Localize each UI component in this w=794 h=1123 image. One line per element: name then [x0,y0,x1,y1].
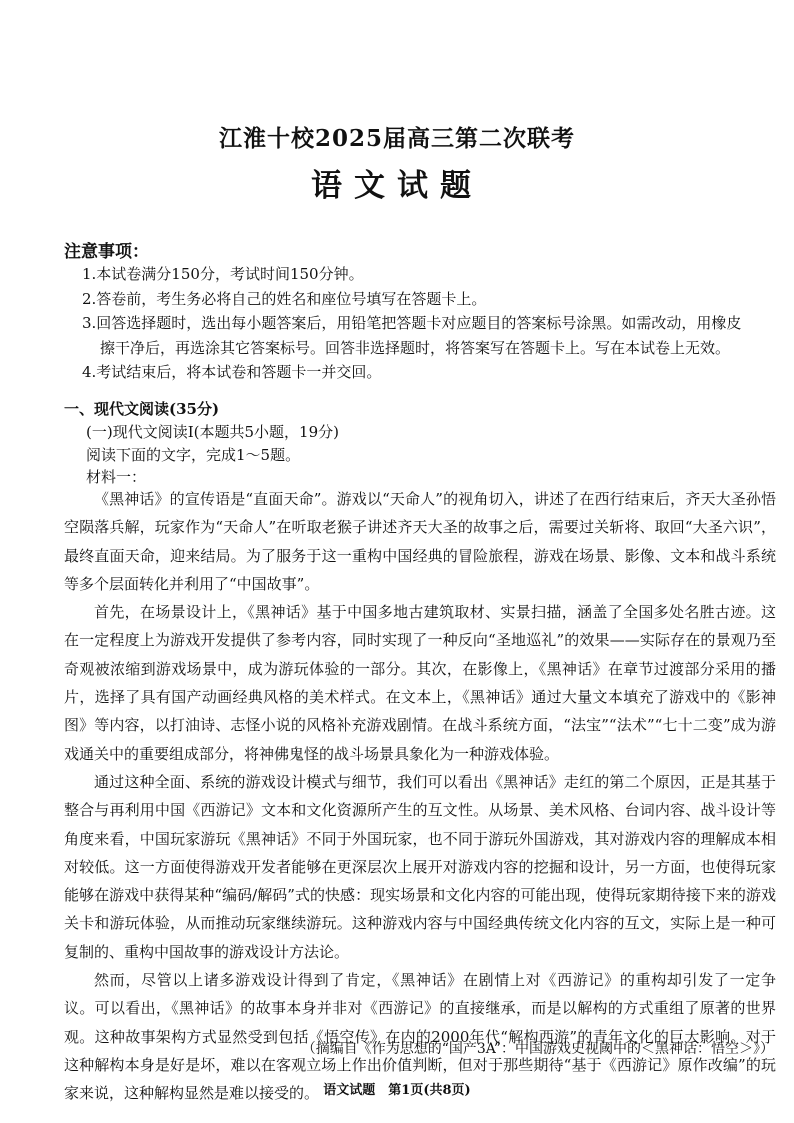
notice-item-1: 1.本试卷满分150分，考试时间150分钟。 [82,265,364,283]
source-citation: （摘编自《作为思想的“国产3A”：中国游戏史视阈中的＜黑神话：悟空＞》） [301,1041,774,1057]
subject-title: 语文试题 [311,168,483,204]
passage-paragraph-2: 首先，在场景设计上，《黑神话》基于中国多地古建筑取材、实景扫描，涵盖了全国多处名胜古迹。这在一定程度上为游戏开发提供了参考内容，同时实现了一种反向“圣地巡礼”的效果——实际存在的景观乃至奇观被浓缩到游戏场景中，成为游玩体验的一部分。其次，在影像上，《黑神话》在章节过渡部分采用的播片，选择了具有国产动画经典风格的美术样式。在文本上，《黑神话》通过大量文本填充了游戏中的《影神图》等内容，以打油诗、志怪小说的风格补充游戏剧情。在战斗系统方面，“法宝”“法术”“七十二变”成为游戏通关中的重要组成部分，将神佛鬼怪的战斗场景具象化为一种游戏体验。 [64,603,776,763]
passage-paragraph-1: 《黑神话》的宣传语是“直面天命”。游戏以“天命人”的视角切入，讲述了在西行结束后，齐天大圣孙悟空陨落兵解，玩家作为“天命人”在听取老猴子讲述齐天大圣的故事之后，需要过关斩将、取回“大圣六识”，最终直面天命，迎来结局。为了服务于这一重构中国经典的冒险旅程，游戏在场景、影像、文本和战斗系统等多个层面转化并利用了“中国故事”。 [64,490,776,593]
section-heading: 一、现代文阅读(35分) [64,400,220,418]
section-subheading: (一)现代文阅读Ⅰ(本题共5小题，19分) [86,423,339,441]
page-footer: 语文试题 第1页(共8页) [323,1083,471,1098]
notice-item-3: 3.回答选择题时，选出每小题答案后，用铅笔把答题卡对应题目的答案标号涂黑。如需改动，用橡皮擦干净后，再选涂其它答案标号。回答非选择题时，将答案写在答题卡上。写在本试卷上无效。 [82,314,742,357]
notice-heading: 注意事项： [64,242,149,262]
passage-paragraph-4: 然而，尽管以上诸多游戏设计得到了肯定，《黑神话》在剧情上对《西游记》的重构却引发了一定争议。可以看出，《黑神话》的故事本身并非对《西游记》的直接继承，而是以解构的方式重组了原著的世界观。这种故事架构方式显然受到包括《悟空传》在内的2000年代“解构西游”的青年文化的巨大影响。对于这种解构本身是好是坏，难以在客观立场上作出价值判断，但对于那些期待“基于《西游记》原作改编”的玩家来说，这种解构显然是难以接受的。 [64,971,776,1103]
material-label: 材料一： [86,468,147,486]
passage-paragraph-3: 通过这种全面、系统的游戏设计模式与细节，我们可以看出《黑神话》走红的第二个原因，正是其基于整合与再利用中国《西游记》文本和文化资源所产生的互文性。从场景、美术风格、台词内容、战斗设计等角度来看，中国玩家游玩《黑神话》不同于外国玩家，也不同于游玩外国游戏，其对游戏内容的理解成本相对较低。这一方面使得游戏开发者能够在更深层次上展开对游戏内容的挖掘和设计，另一方面，也使得玩家能够在游戏中获得某种“编码/解码”式的快感：现实场景和文化内容的可能出现，使得玩家期待接下来的游戏关卡和游玩体验，从而推动玩家继续游玩。这种游戏内容与中国经典传统文化内容的互文，实际上是一种可复制的、重构中国故事的游戏设计方法论。 [64,772,776,961]
notice-item-4: 4.考试结束后，将本试卷和答题卡一并交回。 [82,363,382,381]
exam-title: 江淮十校2025届高三第二次联考 [218,125,575,152]
notice-item-2: 2.答卷前，考生务必将自己的姓名和座位号填写在答题卡上。 [82,289,487,308]
notice-list [64,262,754,385]
section-instruction: 阅读下面的文字，完成1～5题。 [86,446,301,464]
passage [64,485,776,1108]
